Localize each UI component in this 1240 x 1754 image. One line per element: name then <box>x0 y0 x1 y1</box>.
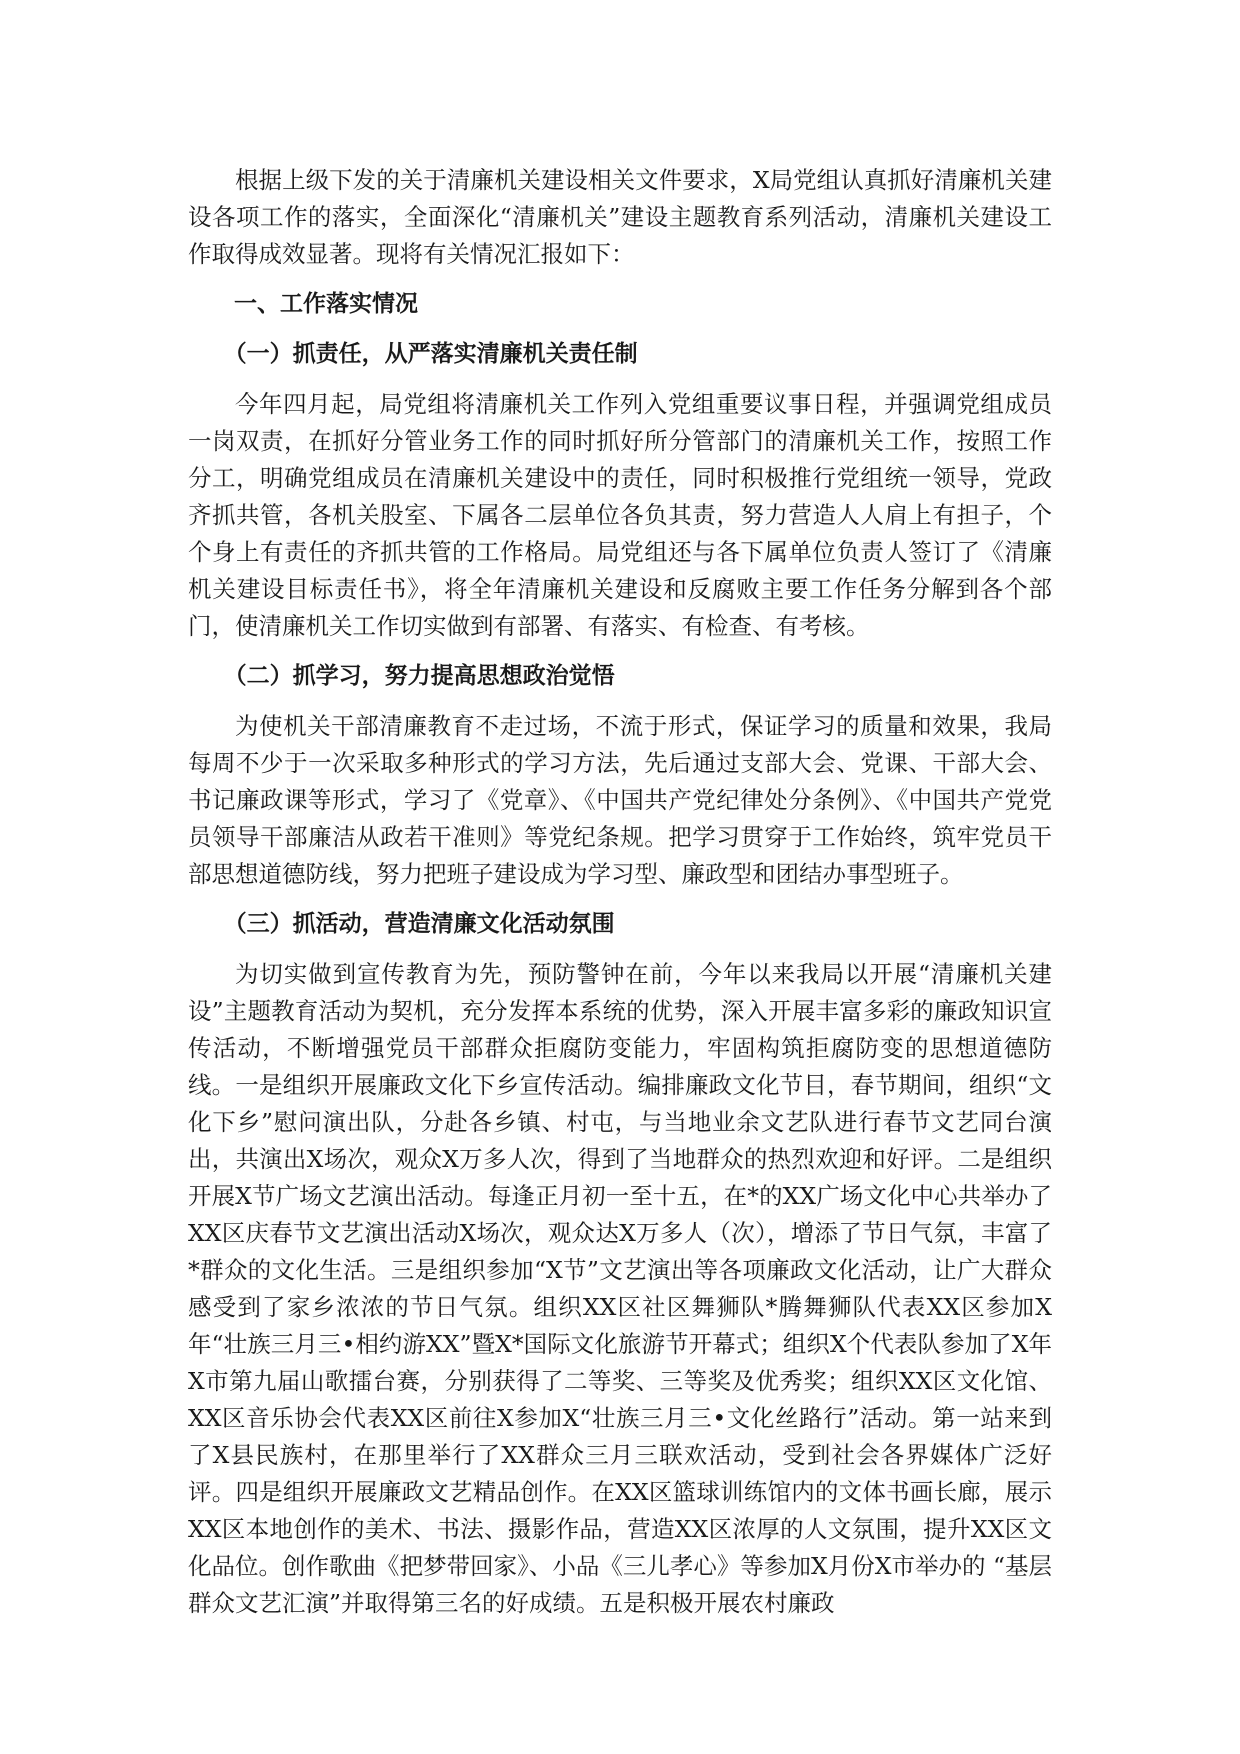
section-heading-work-implementation: 一、工作落实情况 <box>234 291 418 317</box>
responsibility-paragraph: 今年四月起，局党组将清廉机关工作列入党组重要议事日程，并强调党组成员一岗双责，在抓好分管业务工作的同时抓好所分管部门的清廉机关工作，按照工作分工，明确党组成员在清廉机关建设中的责任，同时积极推行党组统一领导，党政齐抓共管，各机关股室、下属各二层单位各负其责，努力营造人人肩上有担子，个个身上有责任的齐抓共管的工作格局。局党组还与各下属单位负责人签订了《清廉机关建设目标责任书》，将全年清廉机关建设和反腐败主要工作任务分解到各个部门，使清廉机关工作切实做到有部署、有落实、有检查、有考核。 <box>188 390 1052 640</box>
activities-paragraph: 为切实做到宣传教育为先，预防警钟在前，今年以来我局以开展“清廉机关建设”主题教育活动为契机，充分发挥本系统的优势，深入开展丰富多彩的廉政知识宣传活动，不断增强党员干部群众拒腐防变能力，牢固构筑拒腐防变的思想道德防线。一是组织开展廉政文化下乡宣传活动。编排廉政文化节目，春节期间，组织“文化下乡”慰问演出队，分赴各乡镇、村屯，与当地业余文艺队进行春节文艺同台演出，共演出X场次，观众X万多人次，得到了当地群众的热烈欢迎和好评。二是组织开展X节广场文艺演出活动。每逢正月初一至十五，在*的XX广场文化中心共举办了XX区庆春节文艺演出活动X场次，观众达X万多人（次），增添了节日气氛，丰富了*群众的文化生活。三是组织参加“X节”文艺演出等各项廉政文化活动，让广大群众感受到了家乡浓浓的节日气氛。组织XX区社区舞狮队*腾舞狮队代表XX区参加X年“壮族三月三•相约游XX”暨X*国际文化旅游节开幕式；组织X个代表队参加了X年X市第九届山歌擂台赛，分别获得了二等奖、三等奖及优秀奖；组织XX区文化馆、XX区音乐协会代表XX区前往X参加X“壮族三月三•文化丝路行”活动。第一站来到了X县民族村，在那里举行了XX群众三月三联欢活动，受到社会各界媒体广泛好评。四是组织开展廉政文艺精品创作。在XX区篮球训练馆内的文体书画长廊，展示XX区本地创作的美术、书法、摄影作品，营造XX区浓厚的人文氛围，提升XX区文化品位。创作歌曲《把梦带回家》、小品《三儿孝心》等参加X月份X市举办的 “基层群众文艺汇演”并取得第三名的好成绩。五是积极开展农村廉政 <box>188 960 1052 1617</box>
subheading-responsibility: （一）抓责任，从严落实清廉机关责任制 <box>223 341 638 367</box>
document-page <box>188 162 1052 1635</box>
intro-paragraph: 根据上级下发的关于清廉机关建设相关文件要求，X局党组认真抓好清廉机关建设各项工作的落实，全面深化“清廉机关”建设主题教育系列活动，清廉机关建设工作取得成效显著。现将有关情况汇报如下： <box>188 166 1052 268</box>
subheading-study: （二）抓学习，努力提高思想政治觉悟 <box>223 663 615 689</box>
subheading-activities: （三）抓活动，营造清廉文化活动氛围 <box>223 911 615 937</box>
study-paragraph: 为使机关干部清廉教育不走过场，不流于形式，保证学习的质量和效果，我局每周不少于一次采取多种形式的学习方法，先后通过支部大会、党课、干部大会、书记廉政课等形式，学习了《党章》、《中国共产党纪律处分条例》、《中国共产党党员领导干部廉洁从政若干准则》等党纪条规。把学习贯穿于工作始终，筑牢党员干部思想道德防线，努力把班子建设成为学习型、廉政型和团结办事型班子。 <box>188 712 1052 888</box>
